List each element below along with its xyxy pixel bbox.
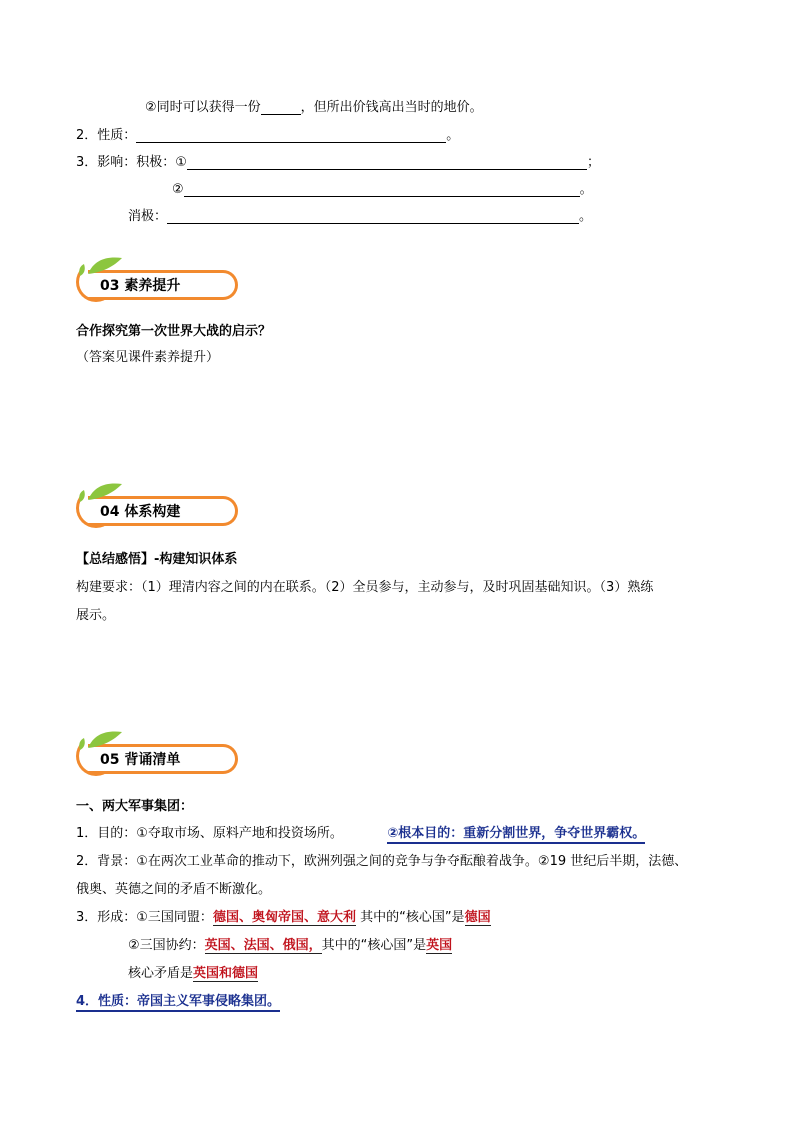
goal-line: 1．目的：①夺取市场、原料产地和投资场所。 ②根本目的：重新分割世界，争夺世界霸权。 [76,822,645,841]
impact-positive-line-2: ② 。 [172,182,593,197]
impact-negative-line: 消极： 。 [128,209,593,224]
core-contradiction-line: 核心矛盾是英国和德国 [128,966,259,981]
triple-alliance-answer: 德国、奥匈帝国、意大利 [212,910,356,925]
section-header-04 [70,478,240,528]
s03-question: 合作探究第一次世界大战的启示？ [76,324,272,339]
formation-line-1: 3．形成：①三国同盟：德国、奥匈帝国、意大利 其中的“核心国”是德国 [76,910,491,925]
impact-positive-line-1: 3．影响：积极：① ； [76,155,600,170]
nature-blank[interactable] [136,128,446,143]
s03-note: （答案见课件素养提升） [76,350,220,365]
goal-answer: ②根本目的：重新分割世界，争夺世界霸权。 [387,826,645,844]
s04-requirement-line-2: 展示。 [76,608,116,623]
background-line-1: 2．背景：①在两次工业革命的推动下，欧洲列强之间的竞争与争夺酝酿着战争。②19 世纪后半期，法德、 [76,854,688,869]
impact-blank-2[interactable] [184,182,580,197]
item2-line: ②同时可以获得一份 ，但所出价钱高出当时的地价。 [145,100,483,115]
answer-blank[interactable] [261,100,301,115]
impact-blank-1[interactable] [187,155,587,170]
s04-requirement-line-1: 构建要求：（1）理清内容之间的内在联系。（2）全员参与，主动参与，及时巩固基础知识。（3）熟练 [76,580,654,595]
impact-blank-3[interactable] [167,209,579,224]
contradiction-answer: 英国和德国 [193,966,259,981]
section-title: 04 体系构建 [100,504,181,520]
s04-summary: 【总结感悟】-构建知识体系 [76,552,238,567]
background-line-2: 俄奥、英德之间的矛盾不断激化。 [76,882,272,897]
section-title: 03 素养提升 [100,278,181,294]
entente-core-answer: 英国 [426,938,453,953]
section-header-05 [70,726,240,776]
nature-answer-line: 4．性质：帝国主义军事侵略集团。 [76,990,280,1009]
s05-heading: 一、两大军事集团： [76,799,194,814]
section-header-03 [70,252,240,302]
alliance-core-answer: 德国 [464,910,491,925]
nature-line: 2．性质： 。 [76,128,460,143]
formation-line-2: ②三国协约：英国、法国、俄国，其中的“核心国”是英国 [128,938,453,953]
triple-entente-answer: 英国、法国、俄国， [204,938,322,953]
section-title: 05 背诵清单 [100,752,181,768]
